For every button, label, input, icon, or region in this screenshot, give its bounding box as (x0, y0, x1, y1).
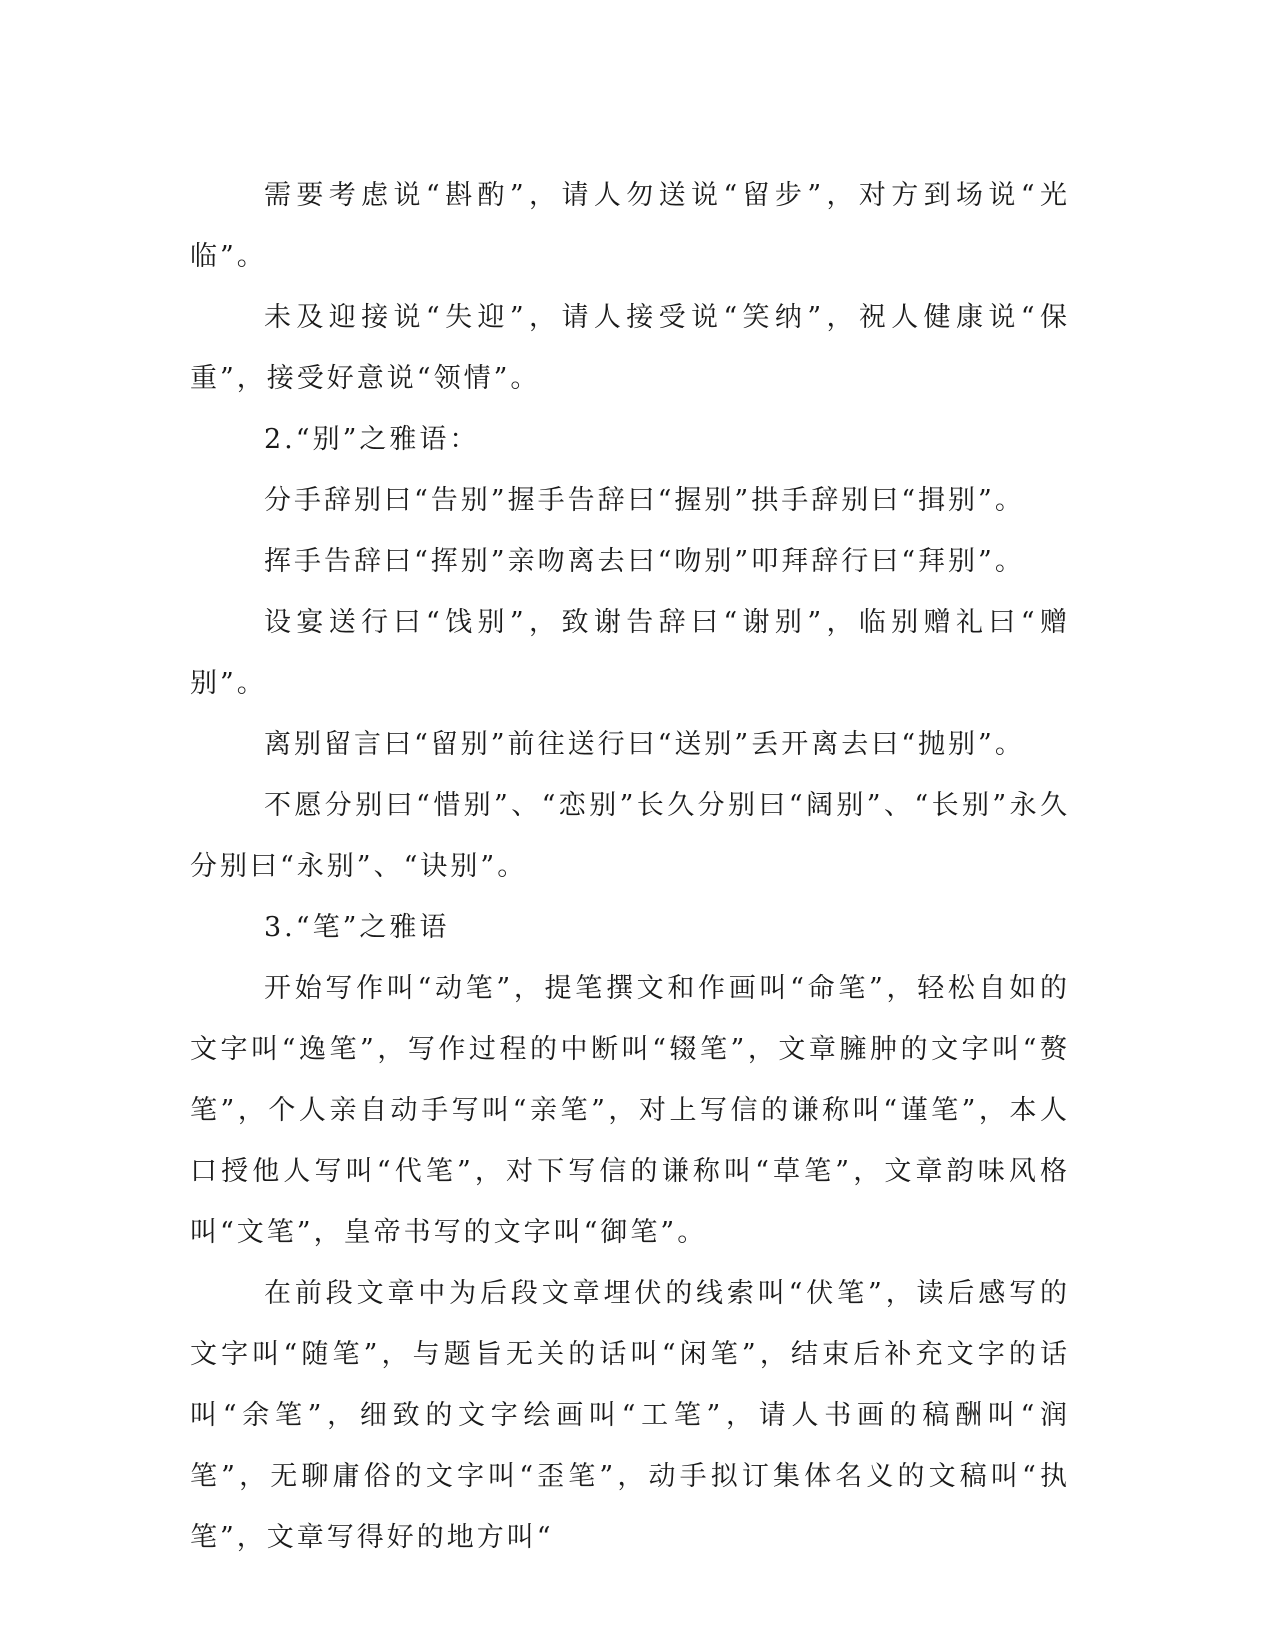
paragraph-9: 在前段文章中为后段文章埋伏的线索叫“伏笔”，读后感写的文字叫“随笔”，与题旨无关的话叫“闲笔”，结束后补充文字的话叫“余笔”，细致的文字绘画叫“工笔”，请人书画的稿酬叫“润笔”，无聊庸俗的文字叫“歪笔”，动手拟订集体名义的文稿叫“执笔”，文章写得好的地方叫“ (190, 1278, 1070, 1553)
paragraph-2: 未及迎接说“失迎”，请人接受说“笑纳”，祝人健康说“保重”，接受好意说“领情”。 (190, 302, 1070, 394)
document-body (190, 165, 1070, 1568)
section-heading-bi: 3.“笔”之雅语 (264, 912, 450, 943)
section-heading-bie: 2.“别”之雅语： (264, 424, 480, 455)
paragraph-7: 不愿分别曰“惜别”、“恋别”长久分别曰“阔别”、“长别”永久分别曰“永别”、“诀别”。 (190, 790, 1070, 882)
paragraph-6: 离别留言曰“留别”前往送行曰“送别”丢开离去曰“抛别”。 (264, 729, 1025, 760)
paragraph-4: 挥手告辞曰“挥别”亲吻离去曰“吻别”叩拜辞行曰“拜别”。 (264, 546, 1025, 577)
paragraph-8: 开始写作叫“动笔”，提笔撰文和作画叫“命笔”，轻松自如的文字叫“逸笔”，写作过程的中断叫“辍笔”，文章臃肿的文字叫“赘笔”，个人亲自动手写叫“亲笔”，对上写信的谦称叫“谨笔”，本人口授他人写叫“代笔”，对下写信的谦称叫“草笔”，文章韵味风格叫“文笔”，皇帝书写的文字叫“御笔”。 (190, 973, 1070, 1248)
paragraph-5: 设宴送行曰“饯别”，致谢告辞曰“谢别”，临别赠礼曰“赠别”。 (190, 607, 1070, 699)
paragraph-1: 需要考虑说“斟酌”，请人勿送说“留步”，对方到场说“光临”。 (190, 180, 1070, 272)
paragraph-3: 分手辞别曰“告别”握手告辞曰“握别”拱手辞别曰“揖别”。 (264, 485, 1025, 516)
